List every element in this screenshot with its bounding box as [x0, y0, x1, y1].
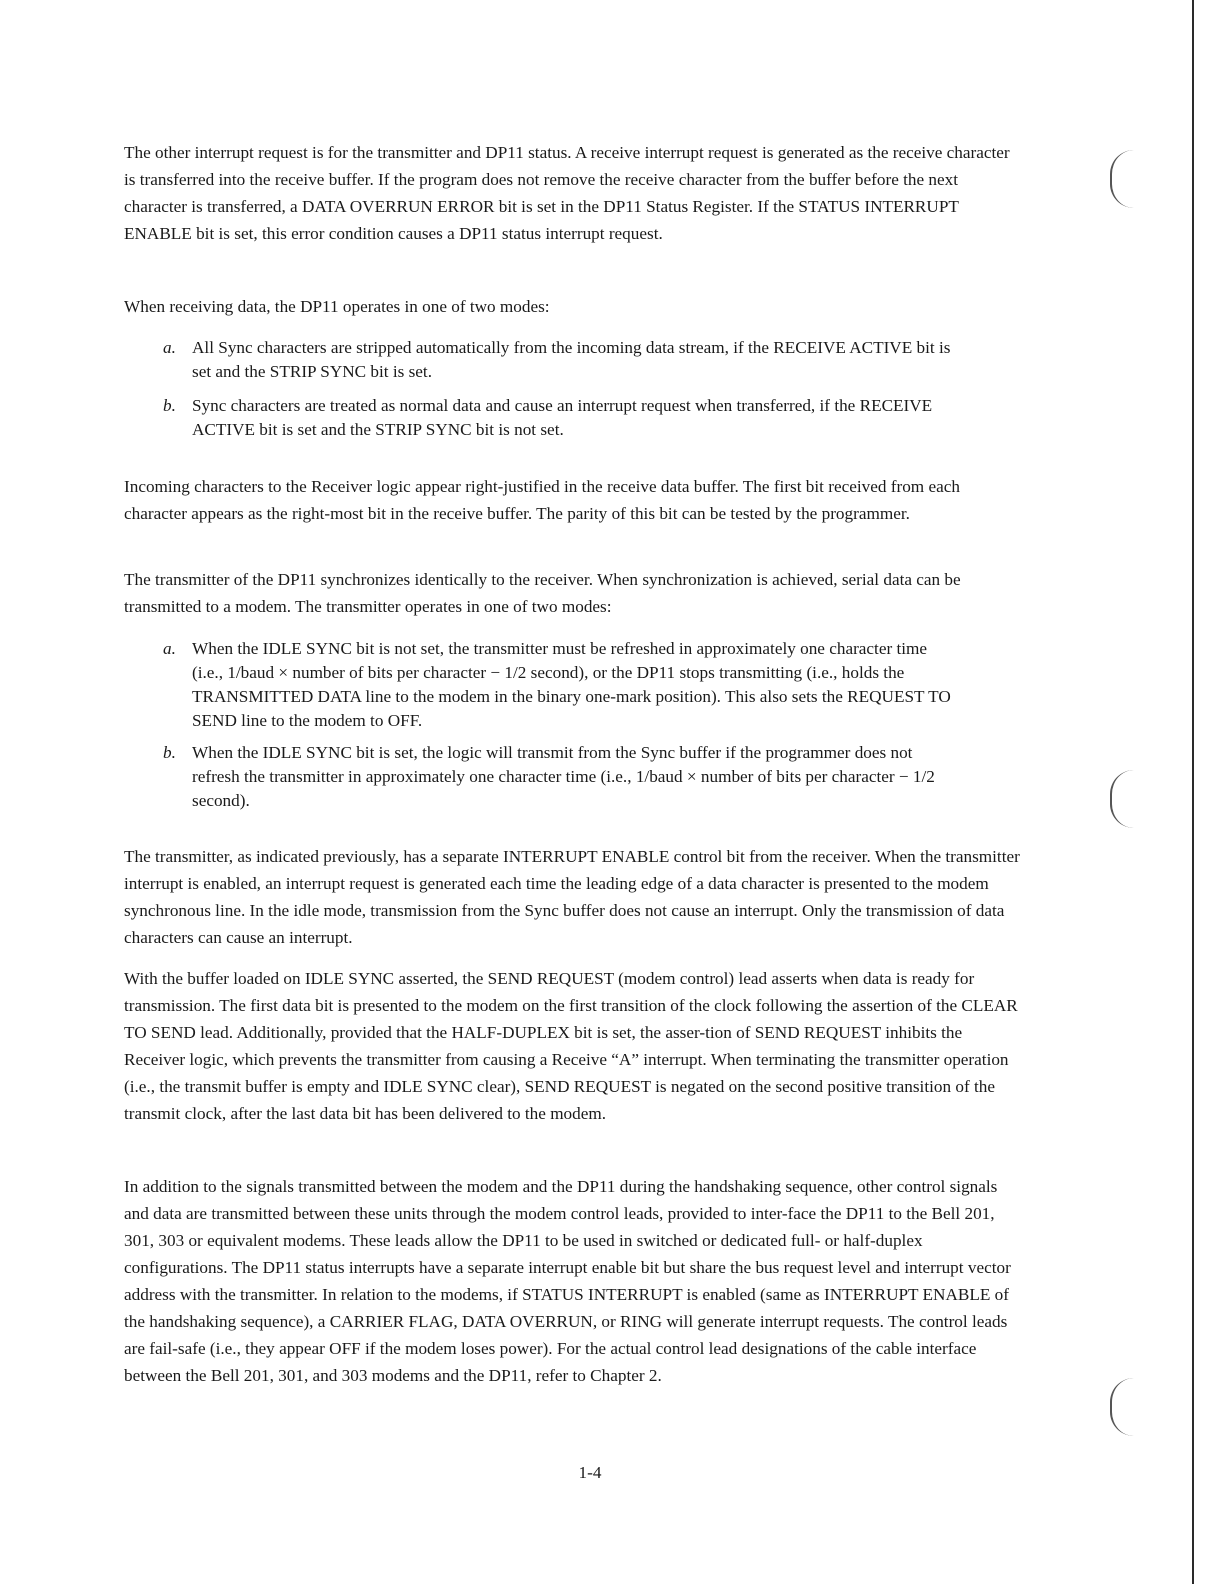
list-text: When the IDLE SYNC bit is set, the logic will transmit from the Sync buffer if the programmer does not refresh the transmitter in approximately one character time (i.e., 1/baud × number of bits per character − 1/2 second).: [192, 743, 935, 810]
list-label: b.: [163, 396, 176, 415]
page-edge-line: [1192, 0, 1194, 1584]
receive-mode-item-b: [163, 394, 953, 442]
page-number: 1-4: [578, 1463, 602, 1482]
binder-hole-middle: [1110, 770, 1134, 828]
transmit-mode-item-b: [163, 741, 953, 813]
paragraph-status-interrupt: The other interrupt request is for the transmitter and DP11 status. A receive interrupt request is generated as the receive character is transferred into the receive buffer. If the program does not remove the receive character from the buffer before the next character is transferred, a DATA OVERRUN ERROR bit is set in the DP11 Status Register. If the STATUS INTERRUPT ENABLE bit is set, this error condition causes a DP11 status interrupt request.: [124, 143, 1010, 243]
list-label: a.: [163, 639, 176, 658]
paragraph-modem-control-leads: In addition to the signals transmitted between the modem and the DP11 during the handshaking sequence, other control signals and data are transmitted between these units through the modem control leads, provided to inter-face the DP11 to the Bell 201, 301, 303 or equivalent modems. These leads allow the DP11 to be used in switched or dedicated full- or half-duplex configurations. The DP11 status interrupts have a separate interrupt enable bit but share the bus request level and interrupt vector address with the transmitter. In relation to the modems, if STATUS INTERRUPT is enabled (same as INTERRUPT ENABLE of the handshaking sequence), a CARRIER FLAG, DATA OVERRUN, or RING will generate interrupt requests. The control leads are fail-safe (i.e., they appear OFF if the modem loses power). For the actual control lead designations of the cable interface between the Bell 201, 301, and 303 modems and the DP11, refer to Chapter 2.: [124, 1177, 1011, 1385]
list-text: Sync characters are treated as normal data and cause an interrupt request when transferred, if the RECEIVE ACTIVE bit is set and the STRIP SYNC bit is not set.: [192, 396, 933, 439]
receive-mode-item-a: [163, 336, 953, 384]
list-label: b.: [163, 743, 176, 762]
paragraph-receive-modes-intro: When receiving data, the DP11 operates in one of two modes:: [124, 297, 550, 316]
list-text: When the IDLE SYNC bit is not set, the transmitter must be refreshed in approximately one character time (i.e., 1/baud × number of bits per character − 1/2 second), or the DP11 stops transmitting (i.e., holds the TRANSMITTED DATA line to the modem in the binary one-mark position). This also sets the REQUEST TO SEND line to the modem to OFF.: [192, 639, 951, 730]
paragraph-transmitter-sync: The transmitter of the DP11 synchronizes identically to the receiver. When synchronization is achieved, serial data can be transmitted to a modem. The transmitter operates in one of two modes:: [124, 570, 961, 616]
paragraph-transmitter-interrupt: The transmitter, as indicated previously, has a separate INTERRUPT ENABLE control bit from the receiver. When the transmitter interrupt is enabled, an interrupt request is generated each time the leading edge of a data character is presented to the modem synchronous line. In the idle mode, transmission from the Sync buffer does not cause an interrupt. Only the transmission of data characters can cause an interrupt.: [124, 847, 1020, 947]
binder-hole-top: [1110, 150, 1134, 208]
transmit-mode-item-a: [163, 637, 953, 733]
binder-hole-bottom: [1110, 1378, 1134, 1436]
paragraph-incoming-characters: Incoming characters to the Receiver logic appear right-justified in the receive data buffer. The first bit received from each character appears as the right-most bit in the receive buffer. The parity of this bit can be tested by the programmer.: [124, 477, 960, 523]
list-text: All Sync characters are stripped automatically from the incoming data stream, if the RECEIVE ACTIVE bit is set and the STRIP SYNC bit is set.: [192, 338, 951, 381]
paragraph-send-request: With the buffer loaded on IDLE SYNC asserted, the SEND REQUEST (modem control) lead asserts when data is ready for transmission. The first data bit is presented to the modem on the first transition of the clock following the assertion of the CLEAR TO SEND lead. Additionally, provided that the HALF-DUPLEX bit is set, the asser-tion of SEND REQUEST inhibits the Receiver logic, which prevents the transmitter from causing a Receive “A” interrupt. When terminating the transmitter operation (i.e., the transmit buffer is empty and IDLE SYNC clear), SEND REQUEST is negated on the second positive transition of the transmit clock, after the last data bit has been delivered to the modem.: [124, 969, 1018, 1123]
list-label: a.: [163, 338, 176, 357]
